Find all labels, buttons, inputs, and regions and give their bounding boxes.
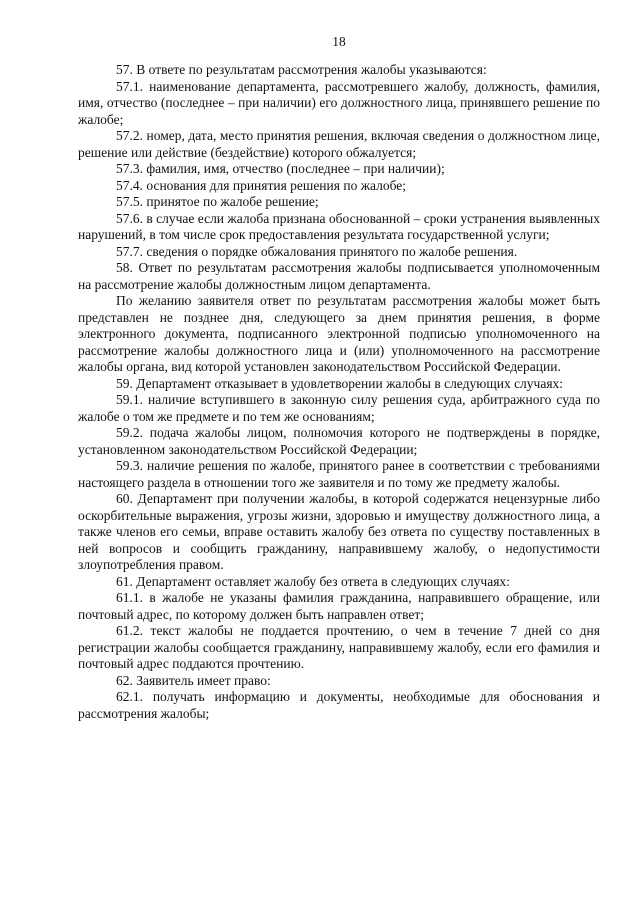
paragraph-57-5: 57.5. принятое по жалобе решение;: [116, 194, 319, 209]
paragraph-61-2: 61.2. текст жалобы не поддается прочтению, о чем в течение 7 дней со дня регистрации жалобы сообщается гражданину, направившему жалобу, если его фамилия и почтовый адрес поддаются прочтению.: [78, 623, 600, 671]
paragraph-57-7: 57.7. сведения о порядке обжалования принятого по жалобе решения.: [116, 243, 518, 259]
paragraph-60: 60. Департамент при получении жалобы, в которой содержатся нецензурные либо оскорбительные выражения, угрозы жизни, здоровью и имуществу должностного лица, а также членов его семьи, вправе оставить жалобу без ответа по существу поставленных в ней вопросов и сообщить гражданину, направившему жалобу, о недопустимости злоупотребления правом.: [78, 491, 600, 572]
paragraph-59-2: 59.2. подача жалобы лицом, полномочия которого не подтверждены в порядке, установленном законодательством Российской Федерации;: [78, 425, 600, 457]
paragraph-59: 59. Департамент отказывает в удовлетворении жалобы в следующих случаях:: [116, 375, 564, 391]
document-body: [78, 62, 600, 722]
paragraph-61: 61. Департамент оставляет жалобу без ответа в следующих случаях:: [116, 573, 510, 589]
paragraph-57-3: 57.3. фамилия, имя, отчество (последнее – при наличии);: [116, 161, 445, 176]
page-number: 18: [332, 34, 346, 49]
paragraph-58: 58. Ответ по результатам рассмотрения жалобы подписывается уполномоченным на рассмотрение жалобы должностным лицом департамента.: [78, 260, 600, 292]
paragraph-62: 62. Заявитель имеет право:: [116, 672, 271, 688]
paragraph-62-1: 62.1. получать информацию и документы, необходимые для обоснования и рассмотрения жалобы;: [78, 689, 600, 721]
paragraph-57: 57. В ответе по результатам рассмотрения жалобы указываются:: [116, 62, 487, 77]
paragraph-57-1: 57.1. наименование департамента, рассмотревшего жалобу, должность, фамилия, имя, отчество (последнее – при наличии) его должностного лица, принявшего решение по жалобе;: [78, 78, 600, 127]
paragraph-61-1: 61.1. в жалобе не указаны фамилия гражданина, направившего обращение, или почтовый адрес, по которому должен быть направлен ответ;: [78, 590, 600, 622]
paragraph-57-6: 57.6. в случае если жалоба признана обоснованной – сроки устранения выявленных нарушений, в том числе срок предоставления результата государственной услуги;: [78, 210, 600, 242]
paragraph-58-electronic: По желанию заявителя ответ по результатам рассмотрения жалобы может быть представлен не позднее дня, следующего за днем принятия решения, в форме электронного документа, подписанного электронной подписью уполномоченного на рассмотрение жалобы должностного лица и (или) уполномоченного на рассмотрение жалобы органа, вид которой установлен законодательством Российской Федерации.: [78, 293, 600, 374]
paragraph-57-2: 57.2. номер, дата, место принятия решения, включая сведения о должностном лице, решение или действие (бездействие) которого обжалуется;: [78, 128, 600, 160]
paragraph-59-3: 59.3. наличие решения по жалобе, принятого ранее в соответствии с требованиями настоящего раздела в отношении того же заявителя и по тому же предмету жалобы.: [78, 458, 600, 490]
paragraph-59-1: 59.1. наличие вступившего в законную силу решения суда, арбитражного суда по жалобе о том же предмете и по тем же основаниям;: [78, 392, 600, 424]
paragraph-57-4: 57.4. основания для принятия решения по жалобе;: [116, 177, 407, 193]
